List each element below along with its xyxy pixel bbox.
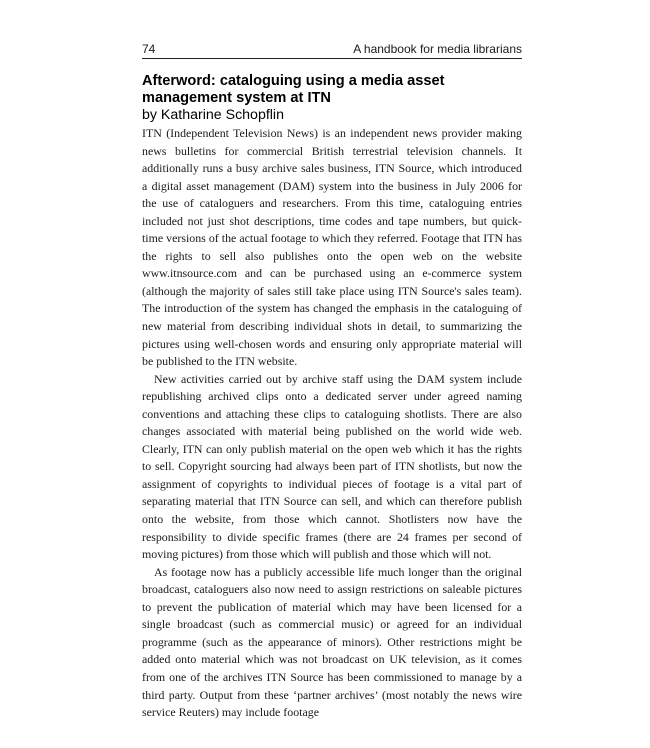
page-number: 74 — [142, 42, 156, 56]
running-header — [142, 42, 522, 59]
paragraph-3: As footage now has a publicly accessible life much longer than the original broadcast, cataloguers also now need to assign restrictions on saleable pictures to prevent the publication of material which may have been licensed for a single broadcast (such as commercial music) or agreed for an individual programme (such as the appearance of minors). Other restrictions might be added onto material which was not broadcast on UK television, as it comes from one of the archives ITN Source has been commissioned to manage by a third party. Output from these ‘partner archives’ (most notably the news wire service Reuters) may include footage — [142, 564, 522, 720]
body-text — [142, 125, 522, 722]
paragraph-1: ITN (Independent Television News) is an independent news provider making news bulletins for commercial British terrestrial television channels. It additionally runs a busy archive sales business, ITN Source, which introduced a digital asset management (DAM) system into the business in July 2006 for the use of cataloguers and researchers. From this time, cataloguing entries included not just shot descriptions, time codes and tape numbers, but quick-time versions of the actual footage to which they referred. Footage that ITN has the rights to sell also publishes onto the open web on the website www.itnsource.com and can be purchased using an e-commerce system (although the majority of sales still take place using ITN Source's sales team). The introduction of the system has changed the emphasis in the cataloguing of new material from describing individual shots in detail, to summarizing the pictures using well-chosen words and ensuring only appropriate material will be published to the ITN website. — [142, 126, 522, 369]
paragraph-2: New activities carried out by archive staff using the DAM system include republishing archived clips onto a dedicated server under agreed naming conventions and attaching these clips to cataloguing shotlists. There are also changes associated with material being published on the world wide web. Clearly, ITN can only publish material on the open web which it has the rights to sell. Copyright sourcing had always been part of ITN shotlists, but now the assignment of copyrights to individual pieces of footage is a vital part of separating material that ITN Source can sell, and which can therefore publish onto the website, from those which cannot. Shotlisters now have the responsibility to divide specific frames (there are 24 frames per second of moving pictures) from those which will publish and those which will not. — [142, 371, 522, 562]
book-page — [142, 42, 522, 722]
running-title: A handbook for media librarians — [353, 42, 522, 56]
chapter-author: by Katharine Schopflin — [142, 107, 284, 123]
chapter-title: Afterword: cataloguing using a media asset management system at ITN — [142, 73, 445, 106]
